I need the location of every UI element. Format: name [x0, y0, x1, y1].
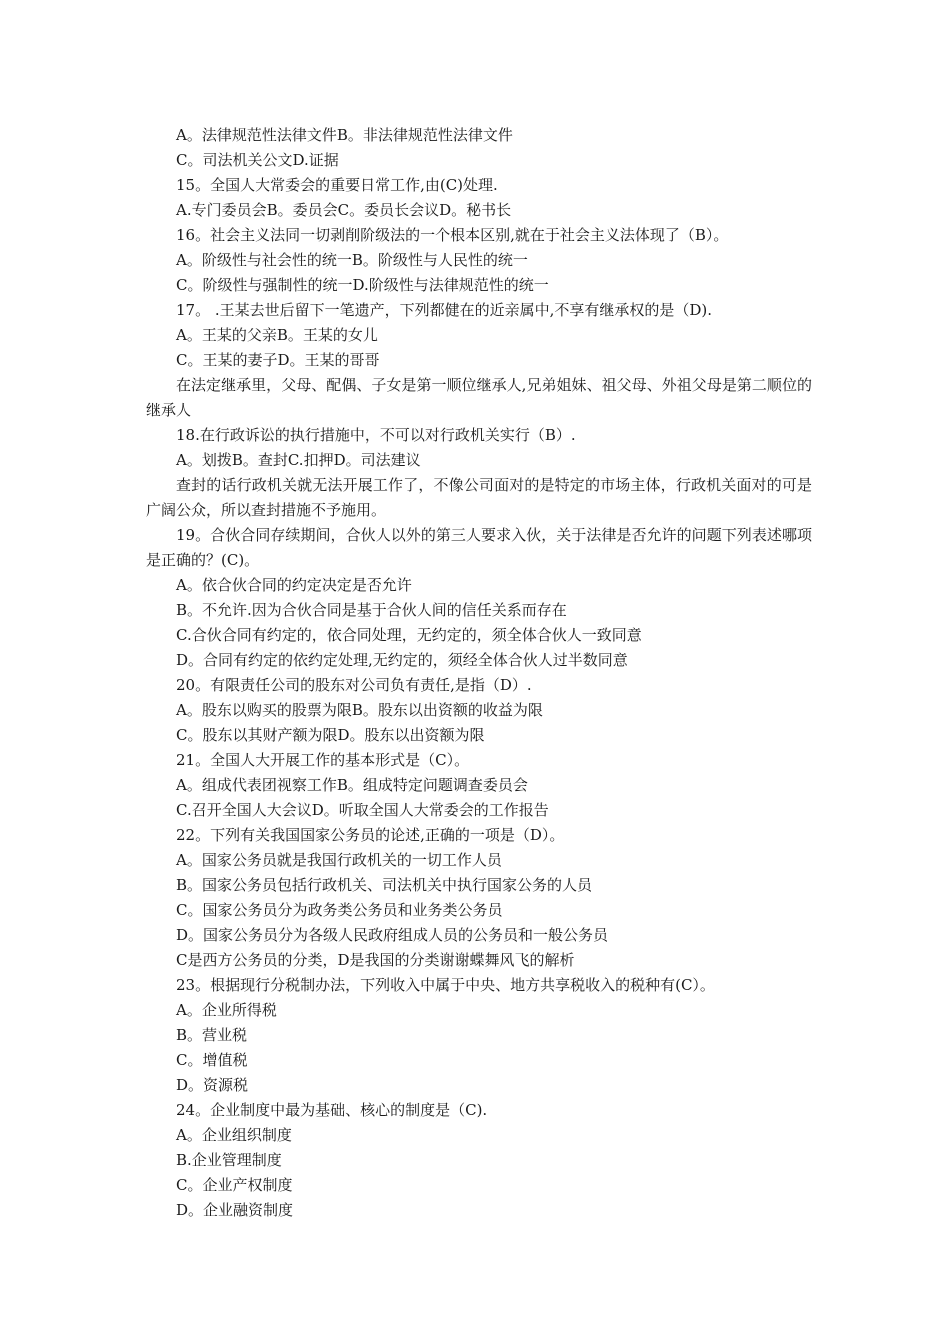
answer-option-line: B。国家公务员包括行政机关、司法机关中执行国家公务的人员: [176, 876, 593, 894]
answer-option-line: C。国家公务员分为政务类公务员和业务类公务员: [176, 901, 503, 919]
question-line: 15。全国人大常委会的重要日常工作,由(C)处理.: [176, 176, 498, 194]
answer-option-line: C。股东以其财产额为限D。股东以出资额为限: [176, 726, 485, 744]
answer-option-line: B。不允许.因为合伙合同是基于合伙人间的信任关系而存在: [176, 601, 567, 619]
answer-option-line: D。资源税: [176, 1076, 249, 1094]
answer-option-line: A。企业所得税: [176, 1001, 277, 1019]
question-line: 21。全国人大开展工作的基本形式是（C）。: [176, 751, 470, 769]
answer-option-line: C.召开全国人大会议D。听取全国人大常委会的工作报告: [176, 801, 549, 819]
answer-option-line: A。股东以购买的股票为限B。股东以出资额的收益为限: [176, 701, 543, 719]
answer-option-line: A。国家公务员就是我国行政机关的一切工作人员: [176, 851, 502, 869]
question-line: 22。下列有关我国国家公务员的论述,正确的一项是（D）。: [176, 826, 565, 844]
question-line: 20。有限责任公司的股东对公司负有责任,是指（D）.: [176, 676, 532, 694]
answer-option-line: C。增值税: [176, 1051, 248, 1069]
answer-option-line: A。划拨B。查封C.扣押D。司法建议: [176, 451, 421, 469]
explanation-paragraph: 查封的话行政机关就无法开展工作了，不像公司面对的是特定的市场主体，行政机关面对的可是广阔公众，所以查封措施不予施用。: [146, 476, 812, 519]
answer-option-line: C。王某的妻子D。王某的哥哥: [176, 351, 380, 369]
question-line: 16。社会主义法同一切剥削阶级法的一个根本区别,就在于社会主义法体现了（B）。: [176, 226, 729, 244]
explanation-paragraph: 在法定继承里，父母、配偶、子女是第一顺位继承人,兄弟姐妹、祖父母、外祖父母是第二顺位的继承人: [146, 376, 812, 419]
answer-option-line: C.合伙合同有约定的，依合同处理，无约定的，须全体合伙人一致同意: [176, 626, 642, 644]
answer-option-line: A。王某的父亲B。王某的女儿: [176, 326, 378, 344]
answer-option-line: B.企业管理制度: [176, 1151, 282, 1169]
answer-option-line: B。营业税: [176, 1026, 248, 1044]
document-body: [146, 123, 812, 1223]
answer-option-line: D。国家公务员分为各级人民政府组成人员的公务员和一般公务员: [176, 926, 609, 944]
answer-option-line: A。依合伙合同的约定决定是否允许: [176, 576, 412, 594]
answer-option-line: D。合同有约定的依约定处理,无约定的，须经全体合伙人过半数同意: [176, 651, 628, 669]
question-paragraph: 19。合伙合同存续期间，合伙人以外的第三人要求入伙，关于法律是否允许的问题下列表述哪项是正确的？(C)。: [146, 526, 812, 569]
answer-option-line: A。阶级性与社会性的统一B。阶级性与人民性的统一: [176, 251, 528, 269]
answer-option-line: D。企业融资制度: [176, 1201, 294, 1219]
answer-option-line: A。法律规范性法律文件B。非法律规范性法律文件: [176, 126, 513, 144]
answer-option-line: C。企业产权制度: [176, 1176, 293, 1194]
explanation-line: C是西方公务员的分类，D是我国的分类谢谢蝶舞风飞的解析: [176, 951, 575, 969]
question-line: 18.在行政诉讼的执行措施中，不可以对行政机关实行（B）.: [176, 426, 576, 444]
question-line: 24。企业制度中最为基础、核心的制度是（C).: [176, 1101, 488, 1119]
answer-option-line: A.专门委员会B。委员会C。委员长会议D。秘书长: [176, 201, 512, 219]
answer-option-line: C。司法机关公文D.证据: [176, 151, 339, 169]
answer-option-line: C。阶级性与强制性的统一D.阶级性与法律规范性的统一: [176, 276, 549, 294]
answer-option-line: A。企业组织制度: [176, 1126, 292, 1144]
answer-option-line: A。组成代表团视察工作B。组成特定问题调查委员会: [176, 776, 528, 794]
question-line: 23。根据现行分税制办法，下列收入中属于中央、地方共享税收入的税种有(C）。: [176, 976, 715, 994]
question-line: 17。 .王某去世后留下一笔遗产，下列都健在的近亲属中,不享有继承权的是（D).: [176, 301, 713, 319]
